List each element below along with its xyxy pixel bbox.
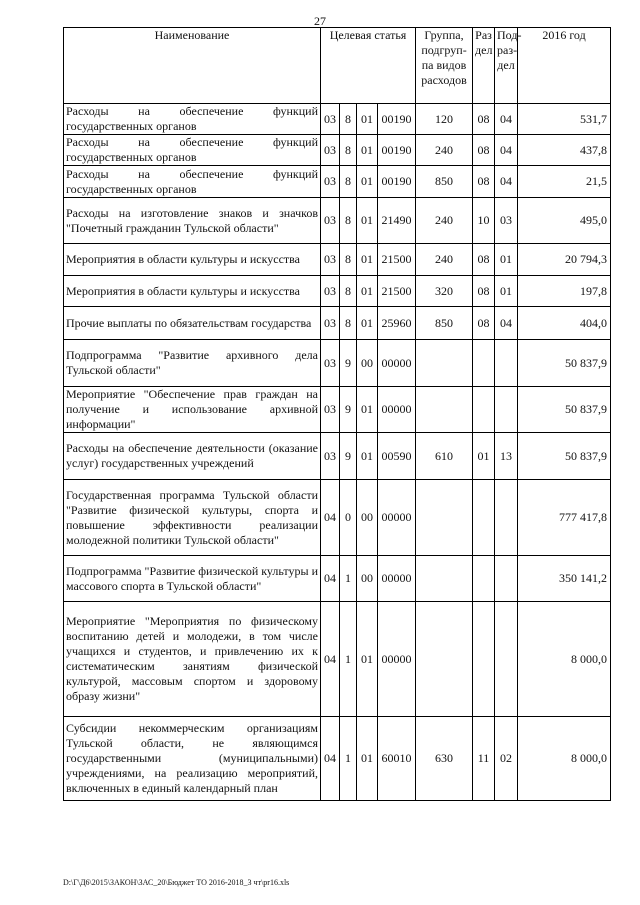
section-cell: 11 <box>473 717 495 801</box>
row-name-cell: Мероприятие "Мероприятия по физическому воспитанию детей и молодежи, в том числе учащихся и студентов, и привлечению их к систематическим занятиям физической культурой, массовым спортом и здоровому образу жизни" <box>64 602 321 717</box>
table-row <box>64 276 611 307</box>
group-cell <box>416 480 473 556</box>
target-code-d: 00190 <box>378 104 416 135</box>
subsection-cell <box>495 480 518 556</box>
target-code-c: 01 <box>357 104 378 135</box>
row-name-cell: Расходы на обеспечение деятельности (оказание услуг) государственных учреждений <box>64 433 321 480</box>
subsection-cell: 13 <box>495 433 518 480</box>
target-code-d: 21500 <box>378 244 416 276</box>
table-row <box>64 244 611 276</box>
amount-cell: 197,8 <box>518 276 611 307</box>
subsection-cell: 03 <box>495 198 518 244</box>
target-code-a: 03 <box>321 166 340 198</box>
subsection-cell <box>495 602 518 717</box>
group-cell: 850 <box>416 307 473 340</box>
target-code-d: 00000 <box>378 387 416 433</box>
target-code-d: 21490 <box>378 198 416 244</box>
target-code-d: 21500 <box>378 276 416 307</box>
target-code-c: 01 <box>357 387 378 433</box>
section-cell: 08 <box>473 135 495 166</box>
target-code-b: 9 <box>340 433 357 480</box>
table-row <box>64 135 611 166</box>
target-code-d: 60010 <box>378 717 416 801</box>
amount-cell: 8 000,0 <box>518 717 611 801</box>
target-code-b: 9 <box>340 387 357 433</box>
target-code-c: 01 <box>357 276 378 307</box>
target-code-b: 9 <box>340 340 357 387</box>
table-row <box>64 166 611 198</box>
row-name-cell: Расходы на обеспечение функций государственных органов <box>64 104 321 135</box>
group-cell <box>416 387 473 433</box>
subsection-cell: 04 <box>495 166 518 198</box>
target-code-b: 8 <box>340 244 357 276</box>
target-code-a: 04 <box>321 480 340 556</box>
section-cell <box>473 556 495 602</box>
group-cell: 240 <box>416 198 473 244</box>
target-code-b: 0 <box>340 480 357 556</box>
subsection-cell <box>495 387 518 433</box>
row-name-cell: Подпрограмма "Развитие архивного дела Тульской области" <box>64 340 321 387</box>
target-code-a: 03 <box>321 387 340 433</box>
header-subsection: Под-раз-дел <box>495 28 518 104</box>
group-cell: 610 <box>416 433 473 480</box>
target-code-b: 8 <box>340 104 357 135</box>
target-code-c: 01 <box>357 166 378 198</box>
target-code-d: 00000 <box>378 602 416 717</box>
group-cell: 240 <box>416 135 473 166</box>
row-name-cell: Субсидии некоммерческим организациям Тульской области, не являющимся государственными (муниципальными) учреждениями, на реализацию мероприятий, включенных в единый календарный план <box>64 717 321 801</box>
target-code-c: 01 <box>357 433 378 480</box>
table-row <box>64 556 611 602</box>
subsection-cell: 04 <box>495 104 518 135</box>
subsection-cell <box>495 556 518 602</box>
group-cell <box>416 556 473 602</box>
target-code-c: 01 <box>357 244 378 276</box>
target-code-c: 01 <box>357 307 378 340</box>
row-name-cell: Расходы на обеспечение функций государственных органов <box>64 135 321 166</box>
header-name: Наименование <box>64 28 321 104</box>
table-row <box>64 198 611 244</box>
header-row <box>64 28 611 104</box>
amount-cell: 21,5 <box>518 166 611 198</box>
page-number: 27 <box>314 14 326 28</box>
group-cell <box>416 602 473 717</box>
row-name-cell: Государственная программа Тульской области "Развитие физической культуры, спорта и повышение эффективности реализации молодежной политики Тульской области" <box>64 480 321 556</box>
subsection-cell: 01 <box>495 244 518 276</box>
amount-cell: 20 794,3 <box>518 244 611 276</box>
section-cell: 08 <box>473 244 495 276</box>
group-cell: 850 <box>416 166 473 198</box>
subsection-cell: 04 <box>495 135 518 166</box>
target-code-c: 00 <box>357 556 378 602</box>
table-row <box>64 480 611 556</box>
amount-cell: 404,0 <box>518 307 611 340</box>
target-code-a: 04 <box>321 717 340 801</box>
row-name-cell: Мероприятие "Обеспечение прав граждан на получение и использование архивной информации" <box>64 387 321 433</box>
target-code-d: 00190 <box>378 166 416 198</box>
group-cell <box>416 340 473 387</box>
group-cell: 320 <box>416 276 473 307</box>
section-cell: 08 <box>473 307 495 340</box>
section-cell <box>473 602 495 717</box>
target-code-a: 03 <box>321 276 340 307</box>
section-cell <box>473 387 495 433</box>
target-code-d: 00000 <box>378 480 416 556</box>
header-target: Целевая статья <box>321 28 416 104</box>
file-path-footer: D:\Г\Д6\2015\ЗАКОН\ЗАС_20\Бюджет ТО 2016-2018_3 чт\pr16.xls <box>63 878 290 887</box>
section-cell: 08 <box>473 166 495 198</box>
amount-cell: 495,0 <box>518 198 611 244</box>
target-code-a: 03 <box>321 244 340 276</box>
table-row <box>64 307 611 340</box>
header-section: Раз дел <box>473 28 495 104</box>
target-code-a: 03 <box>321 198 340 244</box>
group-cell: 630 <box>416 717 473 801</box>
target-code-d: 00000 <box>378 340 416 387</box>
target-code-b: 8 <box>340 198 357 244</box>
row-name-cell: Прочие выплаты по обязательствам государства <box>64 307 321 340</box>
target-code-d: 00590 <box>378 433 416 480</box>
target-code-a: 03 <box>321 104 340 135</box>
target-code-c: 01 <box>357 198 378 244</box>
table-row <box>64 717 611 801</box>
amount-cell: 777 417,8 <box>518 480 611 556</box>
target-code-b: 8 <box>340 276 357 307</box>
section-cell <box>473 480 495 556</box>
table-row <box>64 602 611 717</box>
amount-cell: 50 837,9 <box>518 433 611 480</box>
target-code-a: 04 <box>321 602 340 717</box>
target-code-b: 8 <box>340 166 357 198</box>
group-cell: 240 <box>416 244 473 276</box>
amount-cell: 350 141,2 <box>518 556 611 602</box>
subsection-cell: 01 <box>495 276 518 307</box>
row-name-cell: Мероприятия в области культуры и искусства <box>64 244 321 276</box>
subsection-cell <box>495 340 518 387</box>
section-cell <box>473 340 495 387</box>
target-code-d: 25960 <box>378 307 416 340</box>
section-cell: 08 <box>473 104 495 135</box>
target-code-b: 8 <box>340 307 357 340</box>
table-row <box>64 104 611 135</box>
target-code-c: 01 <box>357 717 378 801</box>
amount-cell: 50 837,9 <box>518 387 611 433</box>
row-name-cell: Мероприятия в области культуры и искусства <box>64 276 321 307</box>
target-code-b: 1 <box>340 717 357 801</box>
header-year: 2016 год <box>518 28 611 104</box>
section-cell: 01 <box>473 433 495 480</box>
budget-table <box>63 27 611 801</box>
amount-cell: 437,8 <box>518 135 611 166</box>
amount-cell: 531,7 <box>518 104 611 135</box>
table-row <box>64 387 611 433</box>
target-code-a: 03 <box>321 340 340 387</box>
subsection-cell: 04 <box>495 307 518 340</box>
target-code-a: 04 <box>321 556 340 602</box>
row-name-cell: Расходы на обеспечение функций государственных органов <box>64 166 321 198</box>
section-cell: 10 <box>473 198 495 244</box>
table-row <box>64 433 611 480</box>
target-code-d: 00000 <box>378 556 416 602</box>
target-code-c: 00 <box>357 480 378 556</box>
section-cell: 08 <box>473 276 495 307</box>
row-name-cell: Подпрограмма "Развитие физической культуры и массового спорта в Тульской области" <box>64 556 321 602</box>
target-code-c: 00 <box>357 340 378 387</box>
target-code-b: 8 <box>340 135 357 166</box>
amount-cell: 8 000,0 <box>518 602 611 717</box>
subsection-cell: 02 <box>495 717 518 801</box>
target-code-d: 00190 <box>378 135 416 166</box>
row-name-cell: Расходы на изготовление знаков и значков "Почетный гражданин Тульской области" <box>64 198 321 244</box>
target-code-c: 01 <box>357 135 378 166</box>
target-code-a: 03 <box>321 307 340 340</box>
target-code-a: 03 <box>321 433 340 480</box>
amount-cell: 50 837,9 <box>518 340 611 387</box>
target-code-b: 1 <box>340 602 357 717</box>
group-cell: 120 <box>416 104 473 135</box>
target-code-a: 03 <box>321 135 340 166</box>
table-row <box>64 340 611 387</box>
header-group: Группа, подгруп-па видов расходов <box>416 28 473 104</box>
target-code-b: 1 <box>340 556 357 602</box>
target-code-c: 01 <box>357 602 378 717</box>
